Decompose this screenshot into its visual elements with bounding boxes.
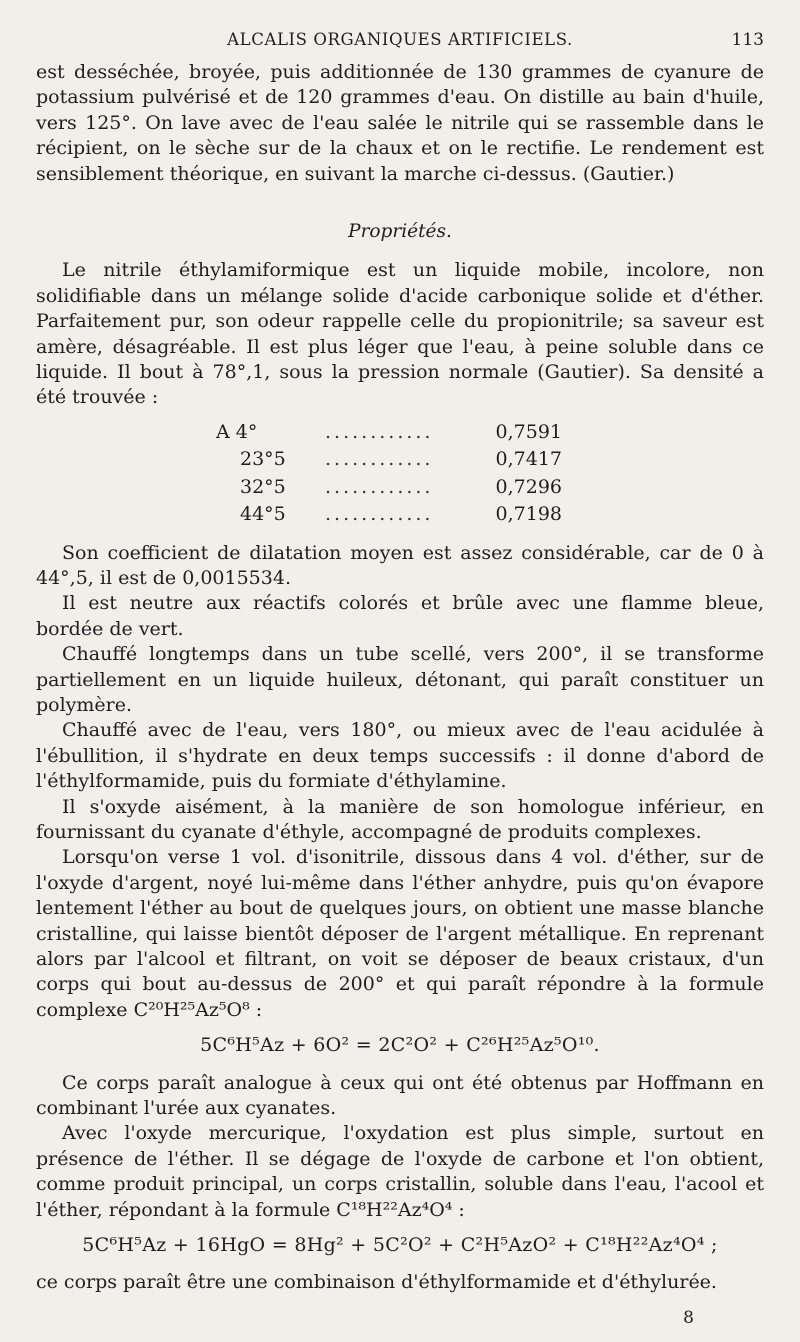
- page-body: [36, 60, 764, 1296]
- density-table: [216, 419, 562, 529]
- leader-dots: ............: [325, 420, 434, 443]
- density-temp: A 4°: [216, 420, 258, 443]
- page-number: 113: [731, 30, 764, 50]
- paragraph-hydration: Chauffé avec de l'eau, vers 180°, ou mieux avec de l'eau acidulée à l'ébullition, il s'hydrate en deux temps successifs : il donne d'abord de l'éthylformamide, puis du formiate d'éthylamine.: [36, 719, 764, 793]
- paragraph-preparation: est desséchée, broyée, puis additionnée de 130 grammes de cyanure de potassium pulvérisé et de 120 grammes d'eau. On distille au bain d'huile, vers 125°. On lave avec de l'eau salée le nitrile qui se rassemble dans le récipient, on le sèche sur de la chaux et on le rectifie. Le rendement est sensiblement théorique, en suivant la marche ci-dessus. (Gautier.): [36, 61, 764, 185]
- signature-mark: 8: [683, 1308, 694, 1328]
- leader-dots: ............: [325, 448, 434, 471]
- density-row: [216, 501, 562, 528]
- running-title: ALCALIS ORGANIQUES ARTIFICIELS.: [227, 30, 573, 49]
- paragraph-mercuric-oxide: Avec l'oxyde mercurique, l'oxydation est plus simple, surtout en présence de l'éther. Il se dégage de l'oxyde de carbone et l'on obtient, comme produit principal, un corps cristallin, soluble dans l'eau, l'acool et l'éther, répondant à la formule C¹⁸H²²Az⁴O⁴ :: [36, 1122, 764, 1221]
- paragraph-hoffmann: Ce corps paraît analogue à ceux qui ont été obtenus par Hoffmann en combinant l'urée aux cyanates.: [36, 1071, 764, 1120]
- leader-dots: ............: [325, 475, 434, 498]
- density-row: [216, 474, 562, 501]
- density-temp: 32°5: [240, 475, 286, 498]
- paragraph-silver-oxide: Lorsqu'on verse 1 vol. d'isonitrile, dissous dans 4 vol. d'éther, sur de l'oxyde d'argent, noyé lui-même dans l'éther anhydre, puis qu'on évapore lentement l'éther au bout de quelques jours, on obtient une masse blanche cristalline, qui laisse bientôt déposer de l'argent métallique. En reprenant alors par l'alcool et filtrant, on voit se déposer de beaux cristaux, d'un corps qui bout au-dessus de 200° et qui paraît répondre à la formule complexe C²⁰H²⁵Az⁵O⁸ :: [36, 846, 764, 1021]
- density-temp: 44°5: [240, 503, 286, 526]
- paragraph-dilatation: Son coefficient de dilatation moyen est assez considérable, car de 0 à 44°,5, il est de 0,0015534.: [36, 541, 764, 589]
- page-header: [0, 30, 800, 56]
- paragraph-properties: Le nitrile éthylamiformique est un liquide mobile, incolore, non solidifiable dans un mélange solide d'acide carbonique solide et d'éther. Parfaitement pur, son odeur rappelle celle du propionitrile; sa saveur est amère, désagréable. Il est plus léger que l'eau, à peine soluble dans ce liquide. Il bout à 78°,1, sous la pression normale (Gautier). Sa densité a été trouvée :: [36, 259, 764, 409]
- paragraph-heated-tube: Chauffé longtemps dans un tube scellé, vers 200°, il se transforme partiellement en un liquide huileux, détonant, qui paraît constituer un polymère.: [36, 643, 764, 716]
- density-value: 0,7591: [495, 420, 562, 443]
- section-title: Propriétés.: [348, 221, 452, 243]
- density-value: 0,7417: [495, 448, 562, 471]
- chemical-equation-2: 5C⁶H⁵Az + 16HgO = 8Hg² + 5C²O² + C²H⁵AzO² + C¹⁸H²²Az⁴O⁴ ;: [82, 1234, 718, 1257]
- density-value: 0,7296: [495, 475, 562, 498]
- leader-dots: ............: [325, 503, 434, 526]
- chemical-equation-1: 5C⁶H⁵Az + 6O² = 2C²O² + C²⁶H²⁵Az⁵O¹⁰.: [200, 1034, 600, 1057]
- density-value: 0,7198: [495, 503, 562, 526]
- paragraph-oxidation: Il s'oxyde aisément, à la manière de son homologue inférieur, en fournissant du cyanate d'éthyle, accompagné de produits complexes.: [36, 795, 764, 843]
- density-row: [216, 419, 562, 446]
- paragraph-neutral: Il est neutre aux réactifs colorés et brûle avec une flamme bleue, bordée de vert.: [36, 592, 764, 640]
- density-row: [216, 446, 562, 473]
- paragraph-conclusion: ce corps paraît être une combinaison d'éthylformamide et d'éthylurée.: [36, 1271, 717, 1294]
- density-temp: 23°5: [240, 448, 286, 471]
